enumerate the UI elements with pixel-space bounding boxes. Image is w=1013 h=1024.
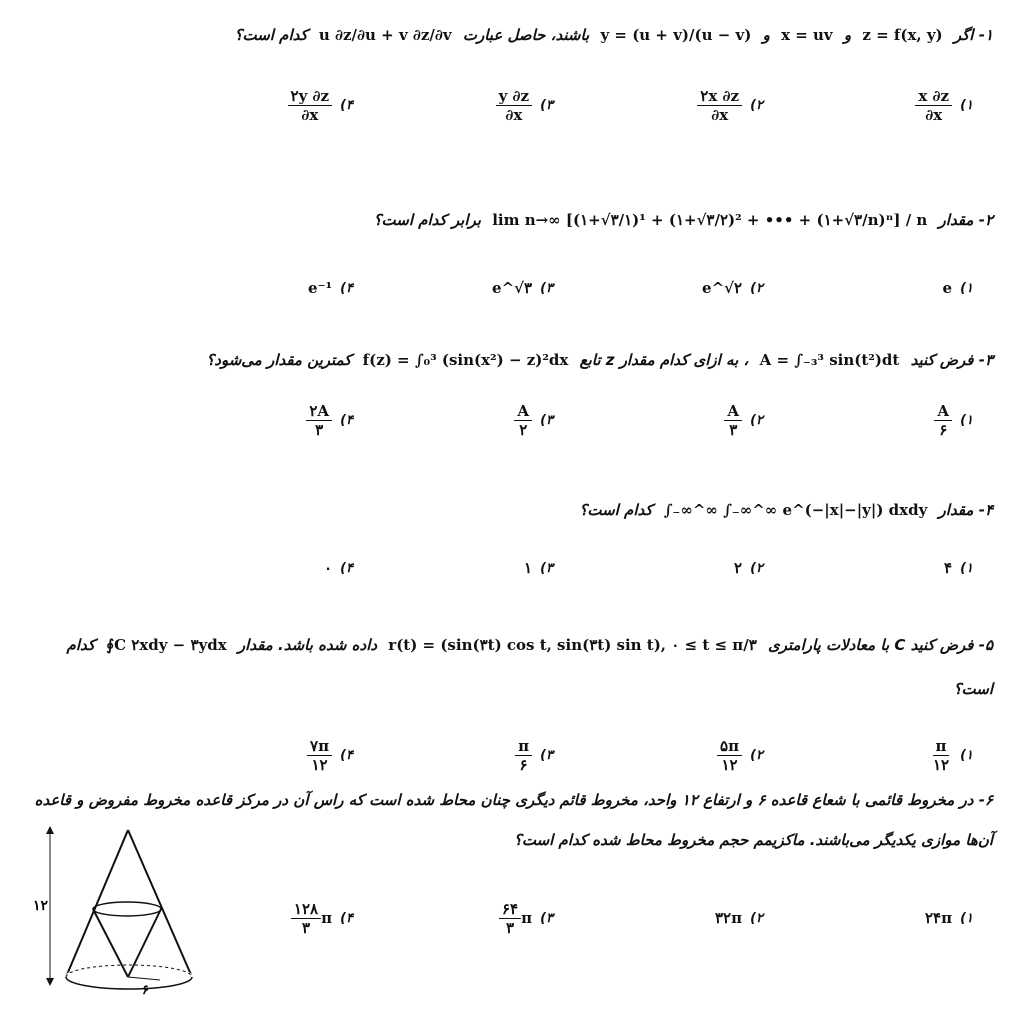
option-denominator: ۱۲ xyxy=(311,755,328,774)
question-2-stem xyxy=(20,205,993,235)
option-numerator: ۷π xyxy=(307,737,332,756)
option-denominator: ∂x xyxy=(711,105,729,124)
option-3[interactable] xyxy=(333,543,553,593)
option-denominator: ∂x xyxy=(301,105,319,124)
question-5-options xyxy=(20,730,993,780)
option-label: ۲) xyxy=(750,910,763,926)
option-value: e⁻¹ xyxy=(308,279,333,297)
question-number: ۴- xyxy=(978,501,993,519)
radius-line xyxy=(128,977,160,980)
option-label: ۲) xyxy=(750,97,763,113)
option-denominator: ۲ xyxy=(519,420,528,439)
stem-text: ، به ازای کدام مقدار z تابع xyxy=(579,351,749,369)
stem-text: و xyxy=(762,26,770,44)
math-expr: r(t) = (sin(۳t) cos t, sin(۳t) sin t), ۰ ≤ t ≤ π/۳ xyxy=(388,636,757,654)
option-2[interactable] xyxy=(543,395,763,445)
outer-cone-left-edge xyxy=(66,830,128,977)
question-4-stem xyxy=(20,495,993,525)
option-denominator: ۱۲ xyxy=(721,755,738,774)
option-numerator: π xyxy=(515,737,532,756)
option-4[interactable] xyxy=(133,80,353,130)
question-3-options xyxy=(20,395,993,445)
option-3[interactable] xyxy=(333,80,553,130)
option-4[interactable] xyxy=(133,543,353,593)
math-expr: ∮C ۲xdy − ۳ydx xyxy=(106,636,227,654)
math-expr: y = (u + v)/(u − v) xyxy=(600,26,752,44)
option-label: ۲) xyxy=(750,280,763,296)
stem-text: مقدار xyxy=(938,501,974,519)
option-3[interactable] xyxy=(333,263,553,313)
question-6-stem-line2: آن‌ها موازی یکدیگر می‌باشند. ماکزیمم حجم مخروط محاط شده کدام است؟ xyxy=(513,831,993,849)
option-value: e xyxy=(942,279,953,297)
option-label: ۲) xyxy=(750,747,763,763)
option-1[interactable] xyxy=(753,543,973,593)
math-expr: x = uv xyxy=(781,26,833,44)
option-value: ۰ xyxy=(324,559,333,577)
option-label: ۴) xyxy=(340,97,353,113)
option-value: ۱ xyxy=(524,559,533,577)
option-denominator: ۱۲ xyxy=(932,755,950,774)
stem-text: باشند، حاصل عبارت xyxy=(462,26,590,44)
radius-label: ۶ xyxy=(142,983,149,998)
option-1[interactable] xyxy=(753,395,973,445)
option-label: ۳) xyxy=(540,747,553,763)
question-number: ۵- xyxy=(978,636,993,654)
option-numerator: ۱۲۸ xyxy=(291,900,321,919)
option-1[interactable] xyxy=(753,263,973,313)
option-numerator: ۲A xyxy=(306,402,332,421)
option-value: ۲۴π xyxy=(924,909,953,927)
option-label: ۴) xyxy=(340,280,353,296)
option-2[interactable] xyxy=(543,543,763,593)
option-label: ۳) xyxy=(540,910,553,926)
option-3[interactable] xyxy=(333,893,553,943)
question-number: ۶- xyxy=(978,791,993,809)
question-3-stem xyxy=(20,345,993,375)
question-4 xyxy=(20,495,993,577)
option-value: ۴ xyxy=(944,559,953,577)
option-label: ۱) xyxy=(960,412,973,428)
stem-text: کمترین مقدار می‌شود؟ xyxy=(206,351,352,369)
option-2[interactable] xyxy=(543,893,763,943)
option-4[interactable] xyxy=(133,395,353,445)
option-2[interactable] xyxy=(543,263,763,313)
option-label: ۳) xyxy=(540,412,553,428)
option-label: ۱) xyxy=(960,747,973,763)
question-5-stem xyxy=(20,630,993,660)
option-label: ۱) xyxy=(960,560,973,576)
option-numerator: ۲x ∂z xyxy=(697,87,742,106)
stem-text: داده شده باشد. مقدار xyxy=(237,636,378,654)
option-label: ۴) xyxy=(340,560,353,576)
option-numerator: ۶۴ xyxy=(499,900,521,919)
option-3[interactable] xyxy=(333,395,553,445)
question-6-stem xyxy=(20,785,993,815)
option-denominator: ۳ xyxy=(315,420,324,439)
option-denominator: ۳ xyxy=(729,420,738,439)
option-denominator: ۳ xyxy=(301,918,311,937)
option-value: ۳۲π xyxy=(714,909,743,927)
option-4[interactable] xyxy=(133,263,353,313)
question-number: ۲- xyxy=(978,211,993,229)
stem-text: و xyxy=(843,26,852,44)
option-numerator: ۵π xyxy=(717,737,742,756)
option-denominator: ∂x xyxy=(925,105,943,124)
stem-text: در مخروط قائمی با شعاع قاعده ۶ و ارتفاع ۱۲ واحد، مخروط قائم دیگری چنان محاط شده است که راس آن در مرکز قاعده مخروط مفروض و قاعده xyxy=(34,791,974,809)
option-3[interactable] xyxy=(333,730,553,780)
arrow-head-top xyxy=(46,826,54,834)
height-label: ۱۲ xyxy=(33,898,49,914)
stem-text: برابر کدام است؟ xyxy=(373,211,481,229)
option-2[interactable] xyxy=(543,730,763,780)
option-numerator: A xyxy=(934,402,952,421)
option-suffix: π xyxy=(521,909,533,927)
stem-text: فرض کنید C با معادلات پارامتری xyxy=(768,636,974,654)
option-denominator: ۶ xyxy=(519,755,528,774)
arrow-head-bottom xyxy=(46,978,54,986)
option-4[interactable] xyxy=(133,730,353,780)
option-label: ۳) xyxy=(540,97,553,113)
option-label: ۲) xyxy=(750,560,763,576)
option-1[interactable] xyxy=(753,893,973,943)
option-label: ۱) xyxy=(960,910,973,926)
option-denominator: ۳ xyxy=(505,918,515,937)
option-label: ۴) xyxy=(340,747,353,763)
question-5-stem-line2: است؟ xyxy=(953,680,993,698)
stem-text: کدام است؟ xyxy=(234,26,308,44)
option-denominator: ۶ xyxy=(939,420,948,439)
option-suffix: π xyxy=(321,909,333,927)
option-label: ۱) xyxy=(960,280,973,296)
cone-figure xyxy=(30,822,210,1007)
stem-text: مقدار xyxy=(938,211,974,229)
question-2 xyxy=(20,205,993,297)
stem-text: کدام است؟ xyxy=(579,501,653,519)
option-numerator: A xyxy=(514,402,532,421)
option-2[interactable] xyxy=(543,80,763,130)
question-1-options xyxy=(20,80,993,130)
option-label: ۲) xyxy=(750,412,763,428)
option-numerator: ۲y ∂z xyxy=(288,87,333,106)
stem-text: فرض کنید xyxy=(910,351,974,369)
inner-cone-base xyxy=(93,902,161,916)
math-expr: ∫₋∞^∞ ∫₋∞^∞ e^(−|x|−|y|) dxdy xyxy=(663,501,928,519)
option-value: ۲ xyxy=(734,559,743,577)
option-value: e^√۲ xyxy=(702,279,743,297)
question-1-stem xyxy=(20,20,993,50)
math-expr: z = f(x, y) xyxy=(862,26,943,44)
math-expr: f(z) = ∫₀³ (sin(x²) − z)²dx xyxy=(362,351,569,369)
option-label: ۱) xyxy=(960,97,973,113)
math-expr: u ∂z/∂u + v ∂z/∂v xyxy=(318,26,452,44)
option-numerator: x ∂z xyxy=(915,87,952,106)
math-expr: A = ∫₋₃³ sin(t²)dt xyxy=(759,351,900,369)
option-1[interactable] xyxy=(753,730,973,780)
option-numerator: A xyxy=(724,402,742,421)
option-label: ۴) xyxy=(340,910,353,926)
option-denominator: ∂x xyxy=(505,105,523,124)
question-3 xyxy=(20,345,993,439)
option-label: ۳) xyxy=(540,280,553,296)
question-number: ۱- xyxy=(978,26,993,44)
option-numerator: y ∂z xyxy=(496,87,532,106)
math-expr: lim n→∞ [(۱+√۳/۱)¹ + (۱+√۳/۲)² + ••• + (۱+√۳/n)ⁿ] / n xyxy=(492,211,928,229)
option-label: ۴) xyxy=(340,412,353,428)
stem-text: کدام xyxy=(66,636,96,654)
stem-text: اگر xyxy=(953,26,974,44)
option-label: ۳) xyxy=(540,560,553,576)
question-4-options xyxy=(20,543,993,593)
option-numerator: π xyxy=(933,737,950,756)
question-2-options xyxy=(20,263,993,313)
option-value: e^√۳ xyxy=(492,279,533,297)
option-1[interactable] xyxy=(753,80,973,130)
question-number: ۳- xyxy=(978,351,993,369)
